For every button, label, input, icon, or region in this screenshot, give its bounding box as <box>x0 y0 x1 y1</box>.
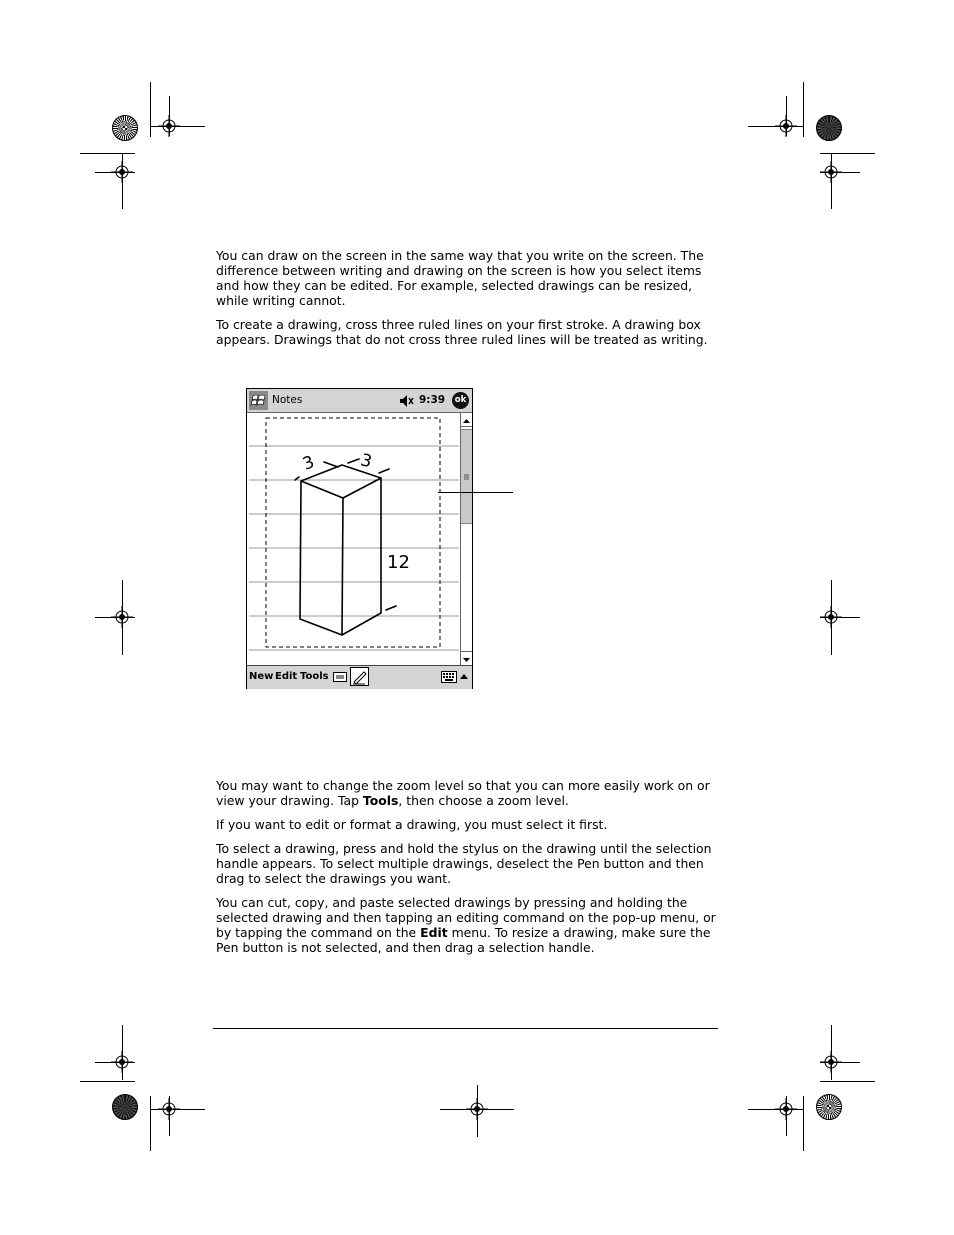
crop-mark <box>477 1085 478 1137</box>
scroll-thumb[interactable] <box>461 429 472 524</box>
paragraph-select-drawing: To select a drawing, press and hold the stylus on the drawing until the selection handle appears. To select multiple drawings, deselect the Pen button and then drag to select the drawings you want. <box>216 841 712 886</box>
scroll-down-button[interactable] <box>461 651 472 665</box>
paragraph-zoom-text-end: , then choose a zoom level. <box>398 793 569 808</box>
menu-new[interactable]: New <box>249 671 274 682</box>
app-title: Notes <box>272 394 303 406</box>
paragraph-cut-text: You can cut, copy, and paste selected drawings by pressing and holding the selected drawing and then tapping an editing command on the pop-up menu, or by tapping the command on the <box>216 895 716 940</box>
paragraph-select-first: If you want to edit or format a drawing, you must select it first. <box>216 817 608 832</box>
crop-mark <box>748 1109 803 1110</box>
paragraph-zoom <box>216 778 721 808</box>
speaker-icon[interactable] <box>399 394 415 408</box>
paragraph-drawing-intro: You can draw on the screen in the same way that you write on the screen. The difference between writing and drawing on the screen is how you select items and how they can be edited. For example, selected drawings can be resized, while writing cannot. <box>216 248 704 308</box>
callout-line <box>438 492 513 493</box>
menu-bar <box>247 665 472 689</box>
notes-screenshot <box>246 388 473 689</box>
scroll-up-button[interactable] <box>461 413 472 427</box>
crop-mark <box>169 1096 170 1136</box>
crop-mark <box>831 1025 832 1080</box>
registration-rosette <box>112 115 138 141</box>
up-arrow-icon[interactable] <box>459 672 469 682</box>
box-drawing <box>295 459 396 635</box>
crop-mark <box>820 1081 875 1082</box>
crop-mark <box>95 172 135 173</box>
title-bar <box>247 389 472 413</box>
footer-rule <box>213 1028 718 1029</box>
ok-button[interactable]: ok <box>452 392 469 409</box>
tools-emphasis: Tools <box>362 793 399 808</box>
dimension-label-side: 12 <box>387 552 410 573</box>
crop-mark <box>820 1062 860 1063</box>
paragraph-cut-text-end: menu. To resize a drawing, make sure the Pen button is not selected, and then drag a selection handle. <box>216 925 711 955</box>
crop-mark <box>95 1062 135 1063</box>
crop-mark <box>440 1109 514 1110</box>
crop-mark <box>786 1096 787 1136</box>
paragraph-create-drawing: To create a drawing, cross three ruled lines on your first stroke. A drawing box appears. Drawings that do not cross three ruled lines will be treated as writing. <box>216 317 708 347</box>
crop-mark <box>820 172 860 173</box>
windows-start-icon[interactable] <box>249 391 268 410</box>
crop-mark <box>122 1025 123 1080</box>
dimension-label-top-left: 3 <box>300 452 318 475</box>
crop-mark <box>150 126 205 127</box>
crop-mark <box>748 126 803 127</box>
paragraph-zoom-text: You may want to change the zoom level so that you can more easily work on or view your drawing. Tap <box>216 778 710 808</box>
crop-mark <box>831 154 832 209</box>
grip-icon <box>461 430 472 525</box>
crop-mark <box>80 1081 135 1082</box>
crop-mark <box>150 82 151 137</box>
registration-rosette <box>816 1094 842 1120</box>
crop-mark <box>820 153 875 154</box>
crop-mark <box>80 153 135 154</box>
menu-tools[interactable]: Tools <box>300 671 329 682</box>
clock-time[interactable]: 9:39 <box>419 394 446 406</box>
crop-mark <box>803 1096 804 1151</box>
recording-icon[interactable] <box>333 671 347 683</box>
registration-rosette <box>112 1094 138 1120</box>
crop-mark <box>169 96 170 136</box>
up-arrow-icon <box>461 414 472 428</box>
note-canvas[interactable] <box>247 413 460 665</box>
crop-mark <box>820 617 860 618</box>
crop-mark <box>122 154 123 209</box>
keyboard-icon[interactable] <box>441 671 457 683</box>
pen-button[interactable] <box>350 667 369 686</box>
ruled-lines <box>249 446 459 650</box>
vertical-scrollbar[interactable] <box>460 413 472 665</box>
crop-mark <box>150 1096 151 1151</box>
crop-mark <box>786 96 787 136</box>
pen-icon <box>351 668 368 685</box>
registration-rosette <box>816 115 842 141</box>
crop-mark <box>150 1109 205 1110</box>
paragraph-cut-copy-paste <box>216 895 721 955</box>
edit-emphasis: Edit <box>420 925 448 940</box>
menu-edit[interactable]: Edit <box>275 671 298 682</box>
drawing-selection-box <box>266 418 440 647</box>
crop-mark <box>803 82 804 137</box>
drawing-svg <box>247 413 460 665</box>
dimension-label-top-right: 3 <box>358 450 374 473</box>
crop-mark <box>95 617 135 618</box>
